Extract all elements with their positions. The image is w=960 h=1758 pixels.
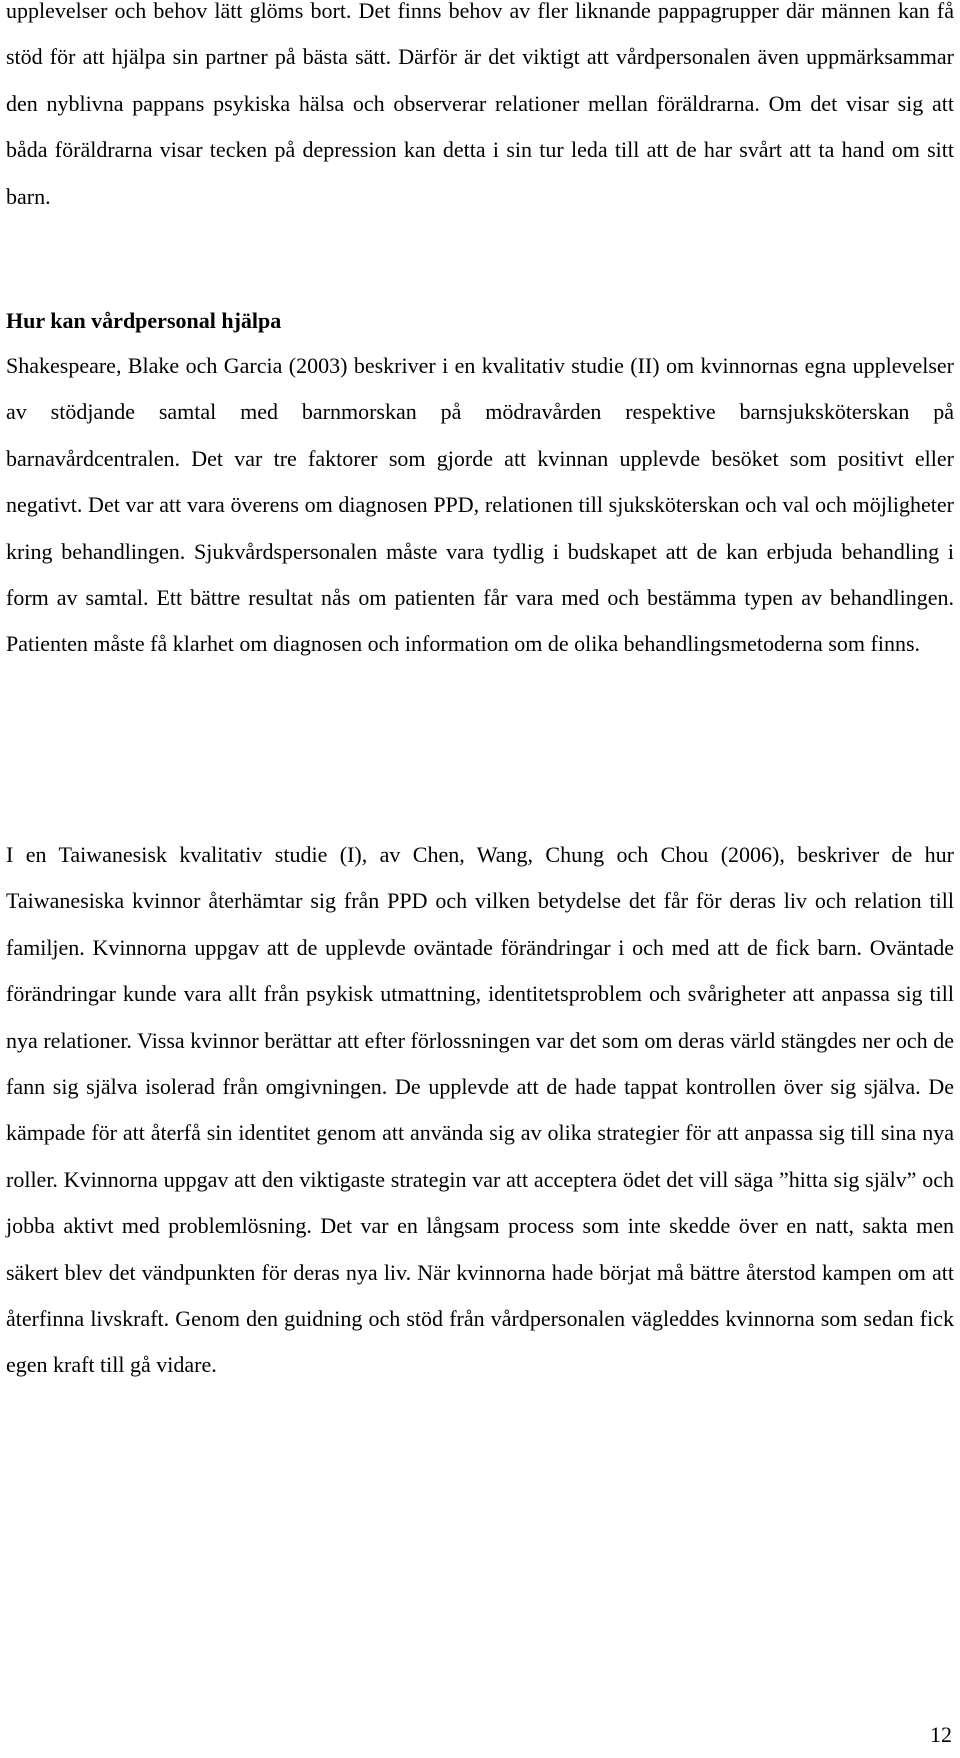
paragraph-shakespeare-study: Shakespeare, Blake och Garcia (2003) beskriver i en kvalitativ studie (II) om kvinnornas egna upplevelser av stödjande samtal med barnmorskan på mödravården respektive barnsjuksköterskan på barnavårdcentralen. Det var tre faktorer som gjorde att kvinnan upplevde besöket som positivt eller negativt. Det var att vara överens om diagnosen PPD, relationen till sjuksköterskan och val och möjligheter kring behandlingen. Sjukvårdspersonalen måste vara tydlig i budskapet att de kan erbjuda behandling i form av samtal. Ett bättre resultat nås om patienten får vara med och bestämma typen av behandlingen. Patienten måste få klarhet om diagnosen och information om de olika behandlingsmetoderna som finns.	[6, 353, 954, 657]
paragraph-taiwanese-study: I en Taiwanesisk kvalitativ studie (I), av Chen, Wang, Chung och Chou (2006), beskriver de hur Taiwanesiska kvinnor återhämtar sig från PPD och vilken betydelse det får för deras liv och relation till familjen. Kvinnorna uppgav att de upplevde oväntade förändringar i och med att de fick barn. Oväntade förändringar kunde vara allt från psykisk utmattning, identitetsproblem och svårigheter att anpassa sig till nya relationer. Vissa kvinnor berättar att efter förlossningen var det som om deras värld stängdes ner och de fann sig själva isolerad från omgivningen. De upplevde att de hade tappat kontrollen över sig själva. De kämpade för att återfå sin identitet genom att använda sig av olika strategier för att anpassa sig till sina nya roller. Kvinnorna uppgav att den viktigaste strategin var att acceptera ödet det vill säga ”hitta sig själv” och jobba aktivt med problemlösning. Det var en långsam process som inte skedde över en natt, sakta men säkert blev det vändpunkten för deras nya liv. När kvinnorna hade börjat må bättre återstod kampen om att återfinna livskraft. Genom den guidning och stöd från vårdpersonalen vägleddes kvinnorna som sedan fick egen kraft till gå vidare.	[6, 842, 954, 1378]
section-heading: Hur kan vårdpersonal hjälpa	[6, 308, 282, 333]
page-number: 12	[930, 1722, 952, 1747]
paragraph-continuation: upplevelser och behov lätt glöms bort. Det finns behov av fler liknande pappagrupper där männen kan få stöd för att hjälpa sin partner på bästa sätt. Därför är det viktigt att vårdpersonalen även uppmärksammar den nyblivna pappans psykiska hälsa och observerar relationer mellan föräldrarna. Om det visar sig att båda föräldrarna visar tecken på depression kan detta i sin tur leda till att de har svårt att ta hand om sitt barn.	[6, 0, 954, 209]
